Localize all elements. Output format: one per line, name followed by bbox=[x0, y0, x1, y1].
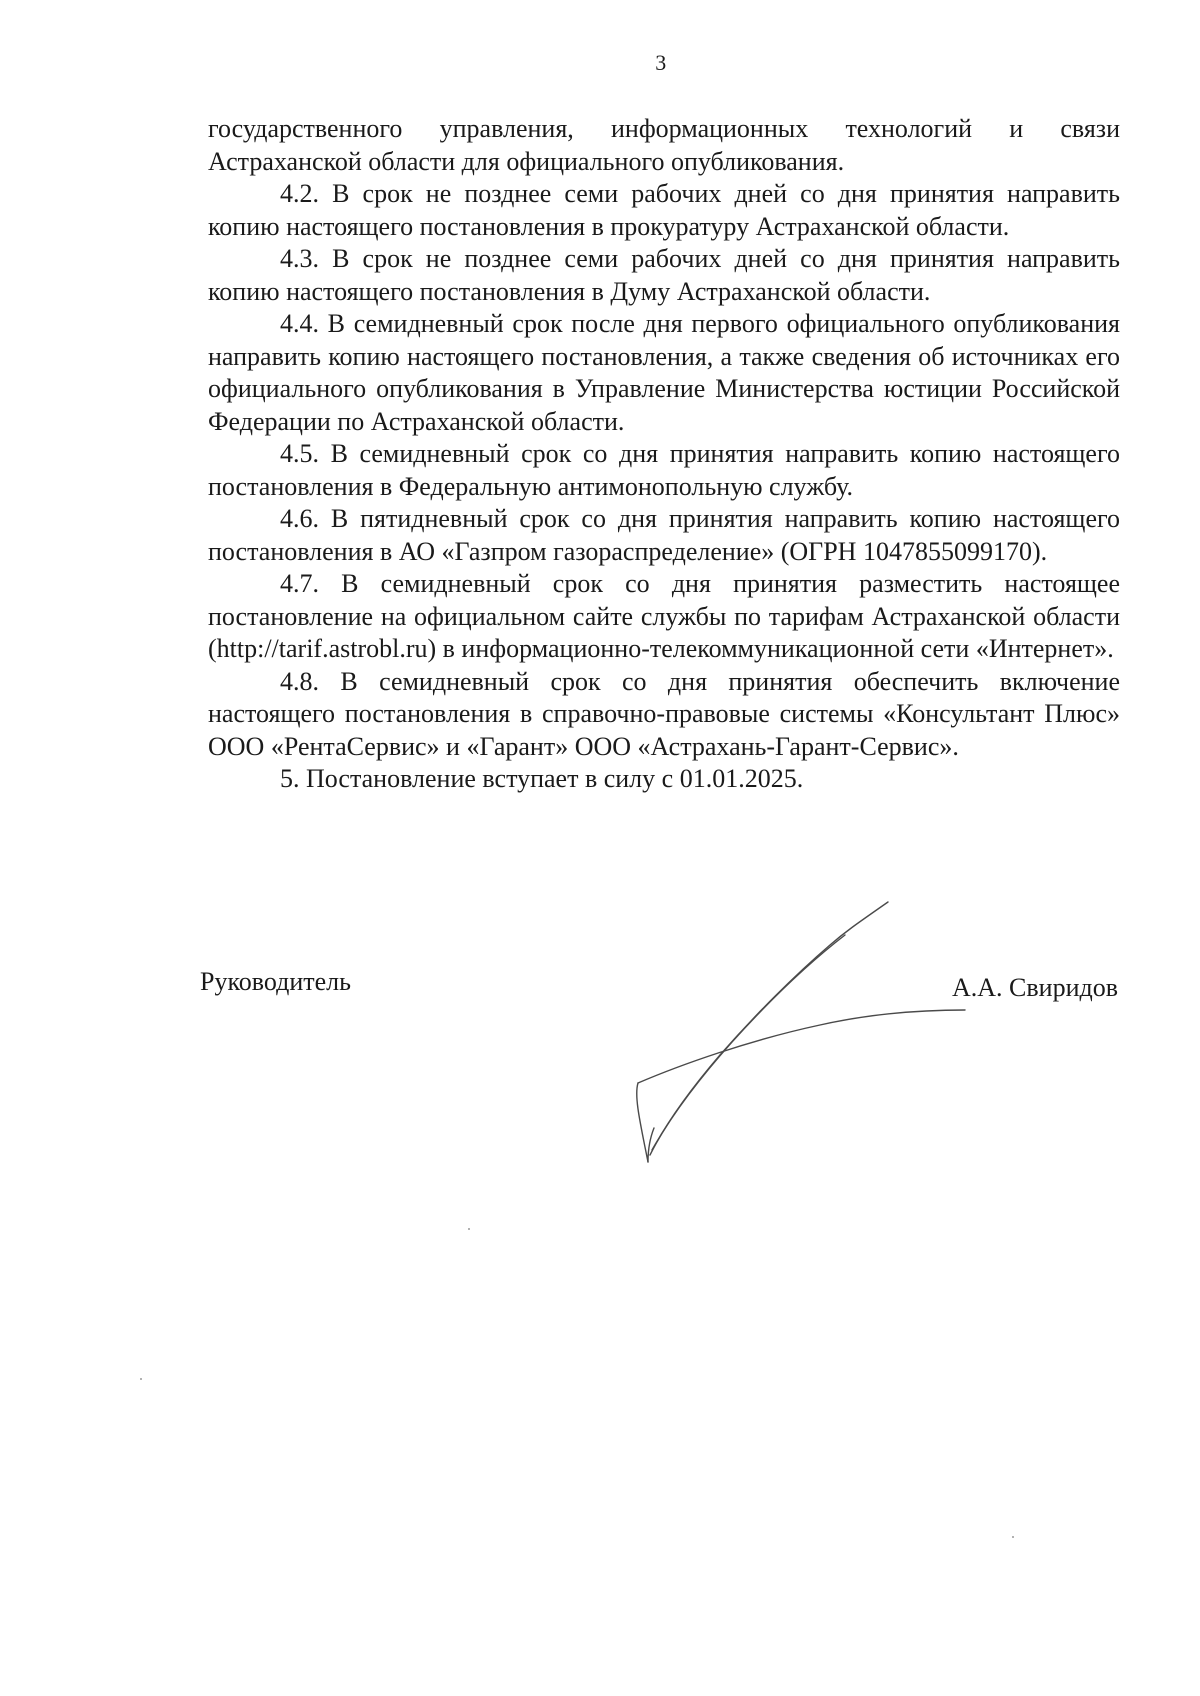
scan-speck bbox=[140, 1378, 142, 1380]
signature-stroke-cross bbox=[638, 1010, 965, 1083]
paragraph-4-7: 4.7. В семидневный срок со дня принятия разместить настоящее постановление на официальном сайте службы по тарифам Астраханской области (http://tarif.astrobl.ru) в информационно-телекоммуникационной сети «Интернет». bbox=[208, 569, 1120, 663]
signature-stroke-main bbox=[650, 902, 888, 1155]
signer-name: А.А. Свиридов bbox=[951, 973, 1118, 1002]
signer-position: Руководитель bbox=[200, 967, 351, 996]
paragraph-4-5: 4.5. В семидневный срок со дня принятия направить копию настоящего постановления в Федеральную антимонопольную службу. bbox=[208, 439, 1120, 501]
paragraph-5: 5. Постановление вступает в силу с 01.01.2025. bbox=[280, 764, 804, 793]
paragraph-4-4: 4.4. В семидневный срок после дня первого официального опубликования направить копию настоящего постановления, а также сведения об источниках его официального опубликования в Управление Министерства юстиции Российской Федерации по Астраханской области. bbox=[208, 309, 1120, 436]
handwritten-signature-icon bbox=[620, 900, 980, 1170]
paragraph-4-8: 4.8. В семидневный срок со дня принятия обеспечить включение настоящего постановления в справочно-правовые системы «Консультант Плюс» ООО «РентаСервис» и «Гарант» ООО «Астрахань-Гарант-Сервис». bbox=[208, 666, 1120, 761]
document-body bbox=[208, 113, 1120, 796]
scan-speck bbox=[1012, 1536, 1014, 1538]
paragraph-4-3: 4.3. В срок не позднее семи рабочих дней со дня принятия направить копию настоящего постановления в Думу Астраханской области. bbox=[208, 244, 1120, 306]
signature-stroke-loop bbox=[637, 1083, 648, 1162]
signature-stroke-hook bbox=[648, 1128, 654, 1162]
paragraph-4-6: 4.6. В пятидневный срок со дня принятия направить копию настоящего постановления в АО «Газпром газораспределение» (ОГРН 1047855099170). bbox=[208, 504, 1120, 566]
scan-speck bbox=[468, 1228, 470, 1230]
paragraph-4-2: 4.2. В срок не позднее семи рабочих дней со дня принятия направить копию настоящего постановления в прокуратуру Астраханской области. bbox=[208, 179, 1120, 241]
signature-stroke-main-b bbox=[652, 935, 845, 1150]
page-number: 3 bbox=[655, 50, 667, 75]
paragraph-continuation: государственного управления, информационных технологий и связи Астраханской области для официального опубликования. bbox=[208, 114, 1120, 176]
